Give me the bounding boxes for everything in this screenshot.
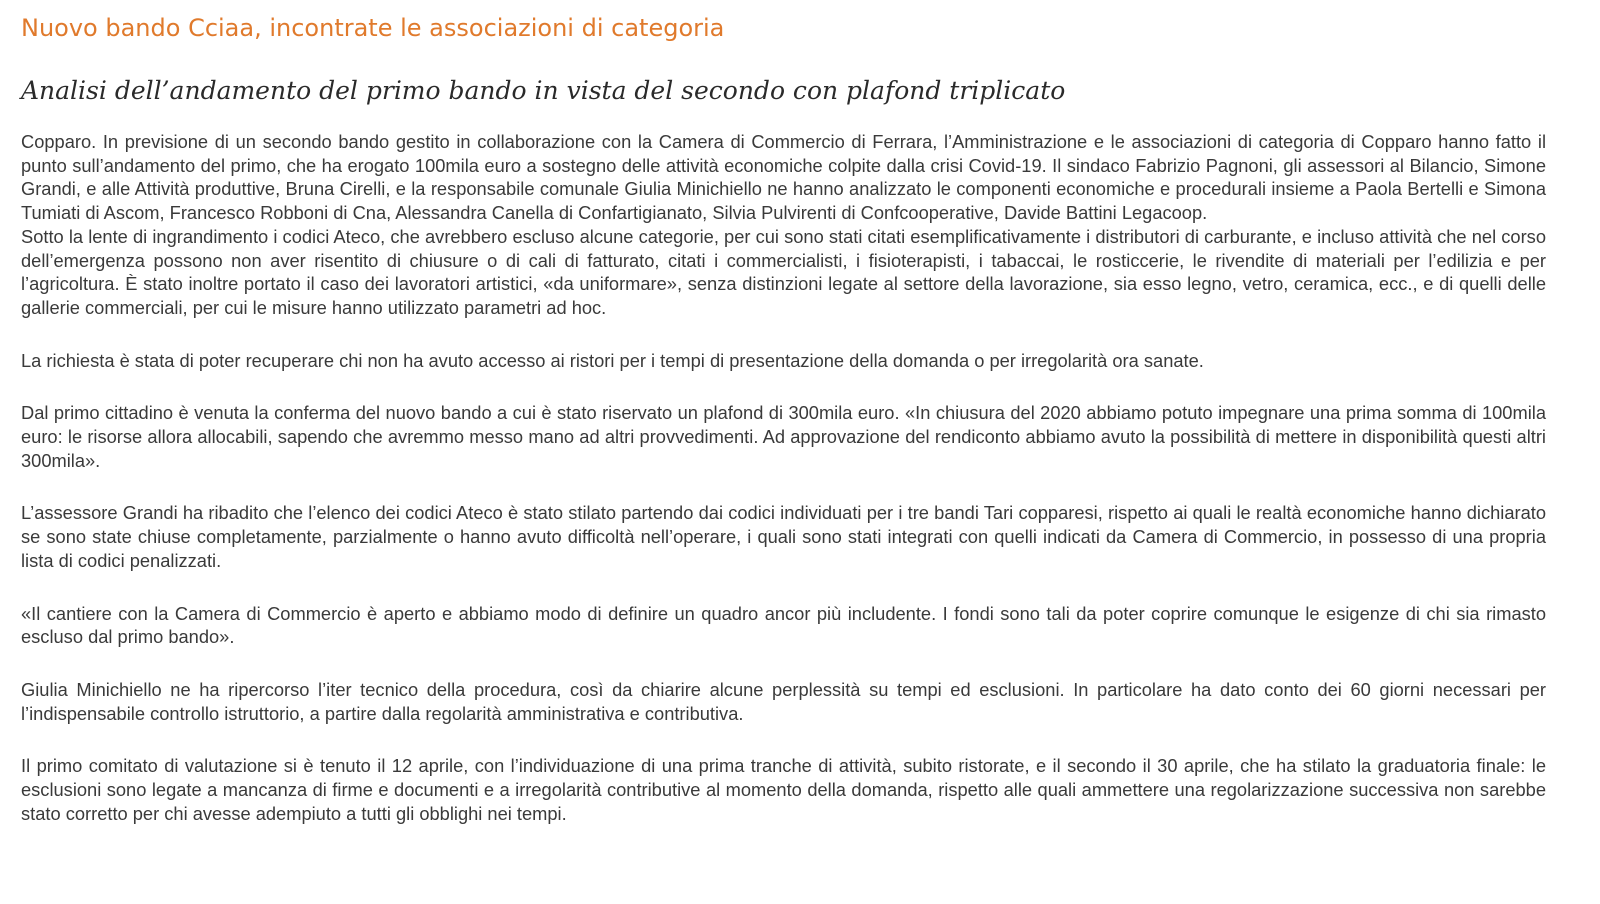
paragraph-assessor-grandi: L’assessore Grandi ha ribadito che l’elenco dei codici Ateco è stato stilato partendo dai codici individuati per i tre bandi Tari copparesi, rispetto ai quali le realtà economiche hanno dichiarato se sono state chiuse completamente, parzialmente o hanno avuto difficoltà nell’operare, i quali sono stati integrati con quelli indicati da Camera di Commercio, in possesso di una propria lista di codici penalizzati. xyxy=(21,502,1546,571)
paragraph-quote-cantiere: «Il cantiere con la Camera di Commercio è aperto e abbiamo modo di definire un quadro ancor più includente. I fondi sono tali da poter coprire comunque le esigenze di chi sia rimasto escluso dal primo bando». xyxy=(21,602,1546,648)
paragraph-intro: Copparo. In previsione di un secondo bando gestito in collaborazione con la Camera di Commercio di Ferrara, l’Amministrazione e le associazioni di categoria di Copparo hanno fatto il punto sull’andamento del primo, che ha erogato 100mila euro a sostegno delle attività economiche colpite dalla crisi Covid-19. Il sindaco Fabrizio Pagnoni, gli assessori al Bilancio, Simone Grandi, e alle Attività produttive, Bruna Cirelli, e la responsabile comunale Giulia Minichiello ne hanno analizzato le componenti economiche e procedurali insieme a Paola Bertelli e Simona Tumiati di Ascom, Francesco Robboni di Cna, Alessandra Canella di Confartigianato, Silvia Pulvirenti di Confcooperative, Davide Battini Legacoop. xyxy=(21,131,1546,224)
paragraph-minichiello: Giulia Minichiello ne ha ripercorso l’iter tecnico della procedura, così da chiarire alcune perplessità su tempi ed esclusioni. In particolare ha dato conto dei 60 giorni necessari per l’indispensabile controllo istruttorio, a partire dalla regolarità amministrativa e contributiva. xyxy=(21,678,1546,724)
article xyxy=(21,12,1546,825)
article-subtitle: Analisi dell’andamento del primo bando in vista del secondo con plafond triplicato xyxy=(21,76,1066,105)
article-title: Nuovo bando Cciaa, incontrate le associazioni di categoria xyxy=(21,14,725,42)
paragraph-request: La richiesta è stata di poter recuperare chi non ha avuto accesso ai ristori per i tempi di presentazione della domanda o per irregolarità ora sanate. xyxy=(21,349,1204,371)
paragraph-ateco-codes: Sotto la lente di ingrandimento i codici Ateco, che avrebbero escluso alcune categorie, per cui sono stati citati esemplificativamente i distributori di carburante, e incluso attività che nel corso dell’emergenza possono non aver risentito di chiusure o di cali di fatturato, citati i commercialisti, i fisioterapisti, i tabaccai, le rosticcerie, le rivendite di materiali per l’edilizia e per l’agricoltura. È stato inoltre portato il caso dei lavoratori artistici, «da uniformare», senza distinzioni legate al settore della lavorazione, sia esso legno, vetro, ceramica, ecc., e di quelli delle gallerie commerciali, per cui le misure hanno utilizzato parametri ad hoc. xyxy=(21,225,1546,318)
paragraph-mayor-confirmation: Dal primo cittadino è venuta la conferma del nuovo bando a cui è stato riservato un plafond di 300mila euro. «In chiusura del 2020 abbiamo potuto impegnare una prima somma di 100mila euro: le risorse allora allocabili, sapendo che avremmo messo mano ad altri provvedimenti. Ad approvazione del rendiconto abbiamo avuto la possibilità di mettere in disponibilità questi altri 300mila». xyxy=(21,402,1546,471)
article-body xyxy=(21,130,1546,825)
paragraph-committee: Il primo comitato di valutazione si è tenuto il 12 aprile, con l’individuazione di una prima tranche di attività, subito ristorate, e il secondo il 30 aprile, che ha stilato la graduatoria finale: le esclusioni sono legate a mancanza di firme e documenti e a irregolarità contributive al momento della domanda, rispetto alle quali ammettere una regolarizzazione successiva non sarebbe stato corretto per chi avesse adempiuto a tutti gli obblighi nei tempi. xyxy=(21,755,1546,824)
